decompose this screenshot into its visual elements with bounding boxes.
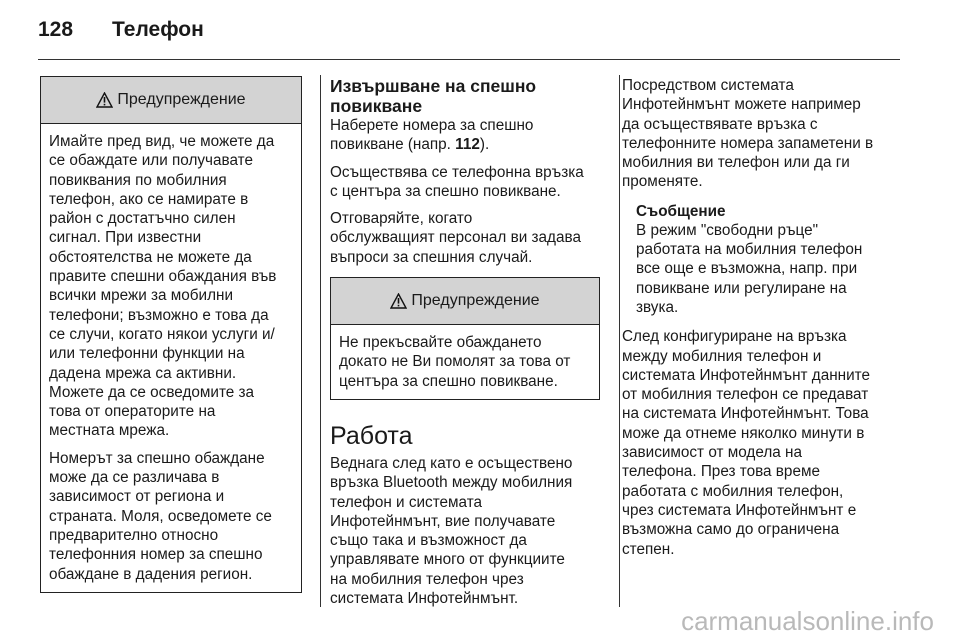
warning-header — [41, 77, 301, 124]
watermark: carmanualsonline.info — [681, 606, 934, 636]
note-text: В режим "свободни ръце" работата на мобилния телефон все още е възможна, напр. при повикване или регулиране на звука. — [636, 221, 863, 316]
right-column — [622, 76, 904, 559]
warning-box — [330, 277, 600, 400]
page-number: 128 — [38, 18, 74, 41]
warning-box — [40, 76, 302, 593]
body-paragraph: Отговаряйте, когато обслужващият персонал ви задава въпроси за спешния случай. — [330, 210, 581, 266]
body-paragraph: Осъществява се телефонна връзка с центъра за спешно повикване. — [330, 163, 584, 200]
note-block — [622, 202, 904, 317]
left-column — [40, 76, 302, 593]
warning-title: Предупреждение — [117, 91, 246, 108]
body-paragraph: Веднага след като е осъществено връзка Bluetooth между мобилния телефон и системата Инфотейнмънт, вие получавате също така и възможност да управлявате много от функциите на мобилния телефон чрез системата Инфотейнмънт. — [330, 454, 573, 608]
note-title: Съобщение — [636, 202, 726, 220]
section-heading: Извършване на спешно повикване — [330, 76, 537, 116]
warning-header — [331, 278, 599, 325]
body-paragraph: Посредством системата Инфотейнмънт можете например да осъществявате връзка с телефонните номера запаметени в мобилния ви телефон или да ги променяте. — [622, 77, 874, 191]
warning-title: Предупреждение — [411, 292, 540, 310]
warning-body — [331, 325, 599, 399]
column-divider-right — [619, 75, 620, 607]
section-heading-operation: Работа — [330, 421, 413, 450]
column-divider-left — [320, 75, 321, 607]
warning-body — [41, 124, 301, 592]
page-reference: 112 — [455, 136, 480, 154]
warning-paragraph: Имайте пред вид, че можете да се обаждате или получавате повиквания по мобилния телефон, ако се намирате в район с достатъчно силен сигнал. При известни обстоятелства не можете да правите спешни обаждания във всички мрежи за мобилни телефони; възможно е това да се случи, когато някои услуги и/ или телефонни функции на дадена мрежа са активни. Можете да се осведомите за това от операторите на местната мрежа. — [49, 133, 277, 440]
middle-column — [330, 76, 600, 608]
warning-paragraph: Номерът за спешно обаждане може да се различава в зависимост от региона и страната. Моля, осведомете се предварително относно телефонния номер за спешно обаждане в дадения регион. — [49, 449, 272, 583]
chapter-title: Телефон — [112, 18, 204, 41]
warning-paragraph: Не прекъсвайте обаждането докато не Ви помолят за това от центъра за спешно повикване. — [339, 334, 571, 390]
warning-triangle-icon — [390, 293, 407, 309]
body-paragraph: Наберете номера за спешно повикване (напр. 112). — [330, 117, 534, 154]
header-rule — [38, 59, 900, 60]
body-paragraph: След конфигуриране на връзка между мобилния телефон и системата Инфотейнмънт данните от мобилния телефон се предават на системата Инфотейнмънт. Това може да отнеме няколко минути в зависимост от модела на телефона. През това време работата с мобилния телефон, чрез системата Инфотейнмънт е възможна само до ограничена степен. — [622, 328, 870, 558]
warning-triangle-icon — [96, 92, 113, 108]
